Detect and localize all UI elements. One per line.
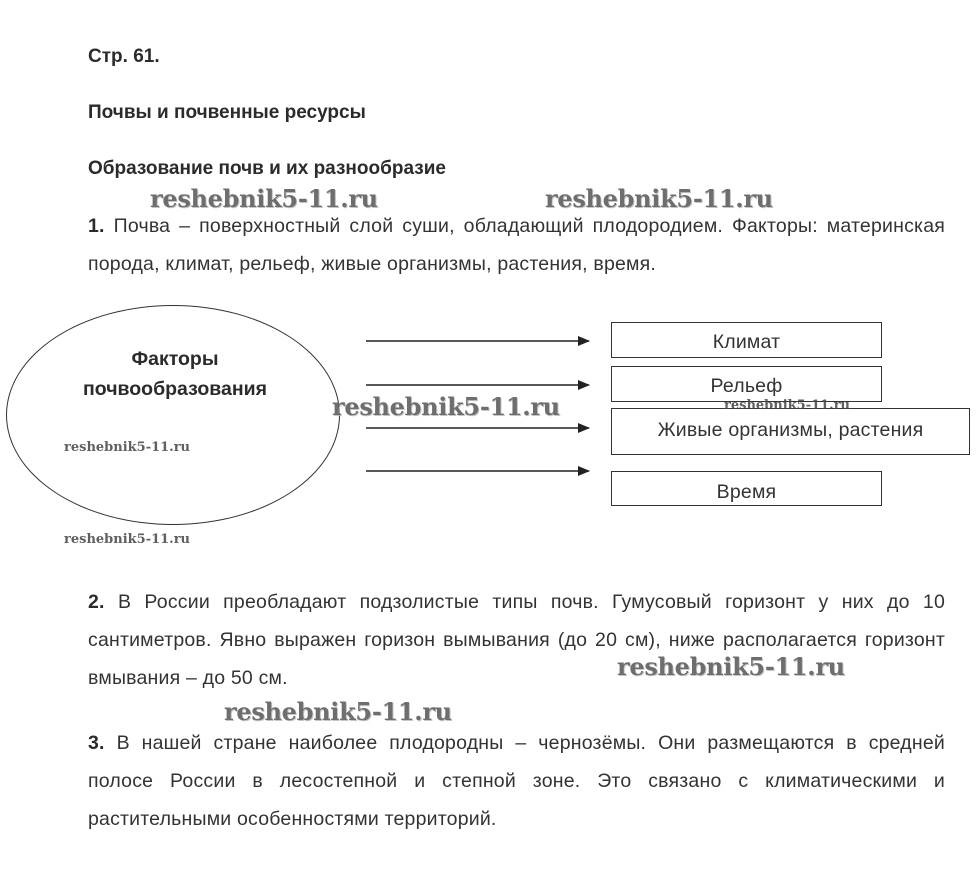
section-title: Почвы и почвенные ресурсы	[88, 102, 366, 123]
watermark: reshebnik5-11.ru	[150, 184, 378, 213]
oval-title-line-2: почвообразования	[83, 378, 267, 400]
factor-box-organisms: Живые организмы, растения	[611, 408, 970, 455]
watermark: reshebnik5-11.ru	[224, 697, 452, 726]
answer-1-number: 1.	[88, 215, 105, 237]
answer-1-text: Почва – поверхностный слой суши, обладающий плодородием. Факторы: материнская порода, климат, рельеф, живые организмы, растения, время.	[88, 215, 945, 275]
oval-title-line-1: Факторы	[131, 348, 219, 370]
answer-2-text: В России преобладают подзолистые типы почв. Гумусовый горизонт у них до 10 сантиметров. Явно выражен горизон вымывания (до 20 см), ниже располагается горизонт вмывания – до 50 см.	[88, 591, 946, 689]
watermark: reshebnik5-11.ru	[545, 184, 773, 213]
watermark: reshebnik5-11.ru	[64, 532, 191, 547]
watermark: reshebnik5-11.ru	[617, 652, 845, 681]
answer-3	[88, 724, 945, 838]
watermark: reshebnik5-11.ru	[332, 392, 560, 421]
factor-box-relief: Рельеф	[611, 366, 882, 402]
subsection-title: Образование почв и их разнообразие	[88, 158, 446, 179]
watermark: reshebnik5-11.ru	[724, 398, 851, 413]
factor-box-climate: Климат	[611, 322, 882, 358]
watermark: reshebnik5-11.ru	[64, 440, 191, 455]
factor-box-time: Время	[611, 471, 882, 506]
answer-3-text: В нашей стране наиболее плодородны – чернозёмы. Они размещаются в средней полосе России в лесостепной и степной зоне. Это связано с климатическими и растительными особенностями территорий.	[88, 732, 945, 830]
answer-2-number: 2.	[88, 591, 105, 613]
page-reference: Стр. 61.	[88, 46, 160, 67]
answer-3-number: 3.	[88, 732, 105, 754]
